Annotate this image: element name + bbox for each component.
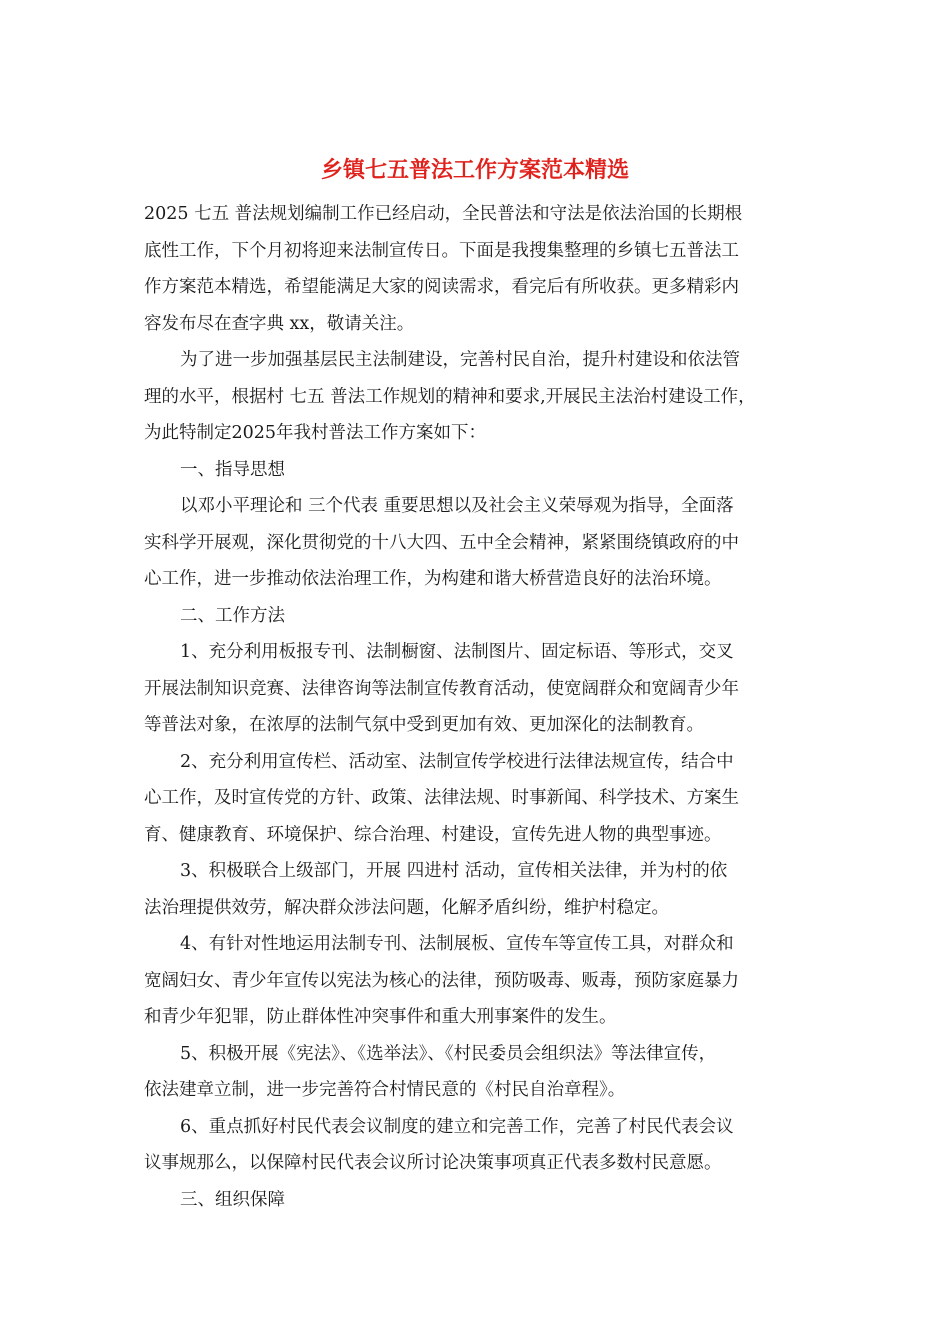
text-line: 4、有针对性地运用法制专刊、法制展板、宣传车等宣传工具，对群众和 (180, 934, 734, 954)
text-line: 以邓小平理论和 三个代表 重要思想以及社会主义荣辱观为指导，全面落 (180, 496, 734, 516)
paragraph-intro (144, 196, 816, 342)
document-body (144, 196, 816, 1218)
text-line: 三、组织保障 (180, 1189, 285, 1210)
text-line: 法治理提供效劳，解决群众涉法问题，化解矛盾纠纷，维护村稳定。 (144, 897, 669, 918)
text-line: 为此特制定2025年我村普法工作方案如下： (144, 423, 487, 443)
text-line: 开展法制知识竞赛、法律咨询等法制宣传教育活动，使宽阔群众和宽阔青少年 (144, 678, 739, 699)
text-line: 一、指导思想 (180, 459, 285, 480)
text-line: 议事规那么，以保障村民代表会议所讨论决策事项真正代表多数村民意愿。 (144, 1153, 722, 1173)
section-heading-organizational-support (144, 1182, 816, 1219)
text-line: 理的水平，根据村 七五 普法工作规划的精神和要求,开展民主法治村建设工作， (144, 386, 756, 407)
text-line: 5、积极开展《宪法》、《选举法》、《村民委员会组织法》等法律宣传， (180, 1043, 717, 1064)
document-title: 乡镇七五普法工作方案范本精选 (320, 157, 629, 183)
text-line: 1、充分利用板报专刊、法制橱窗、法制图片、固定标语、等形式，交叉 (180, 642, 734, 662)
text-line: 底性工作，下个月初将迎来法制宣传日。下面是我搜集整理的乡镇七五普法工 (144, 240, 739, 261)
text-line: 和青少年犯罪，防止群体性冲突事件和重大刑事案件的发生。 (144, 1007, 617, 1027)
paragraph-guiding-ideology (144, 488, 816, 598)
paragraph-method-4 (144, 926, 816, 1036)
text-line: 容发布尽在查字典 xx，敬请关注。 (144, 313, 415, 334)
paragraph-method-1 (144, 634, 816, 744)
paragraph-purpose (144, 342, 816, 452)
text-line: 心工作，进一步推动依法治理工作，为构建和谐大桥营造良好的法治环境。 (144, 569, 722, 589)
text-line: 2、充分利用宣传栏、活动室、法制宣传学校进行法律法规宣传，结合中 (180, 751, 734, 772)
text-line: 二、工作方法 (180, 605, 285, 626)
paragraph-method-3 (144, 853, 816, 926)
text-line: 等普法对象，在浓厚的法制气氛中受到更加有效、更加深化的法制教育。 (144, 715, 704, 735)
paragraph-method-6 (144, 1109, 816, 1182)
text-line: 6、重点抓好村民代表会议制度的建立和完善工作，完善了村民代表会议 (180, 1116, 734, 1137)
text-line: 为了进一步加强基层民主法制建设，完善村民自治，提升村建设和依法管 (180, 350, 740, 370)
text-line: 2025 七五 普法规划编制工作已经启动，全民普法和守法是依法治国的长期根 (144, 204, 743, 224)
text-line: 依法建章立制，进一步完善符合村情民意的《村民自治章程》。 (144, 1080, 626, 1100)
text-line: 作方案范本精选，希望能满足大家的阅读需求，看完后有所收获。更多精彩内 (144, 277, 739, 297)
section-heading-guiding-ideology (144, 452, 816, 489)
text-line: 实科学开展观，深化贯彻党的十八大四、五中全会精神，紧紧围绕镇政府的中 (144, 532, 739, 553)
text-line: 宽阔妇女、青少年宣传以宪法为核心的法律，预防吸毒、贩毒，预防家庭暴力 (144, 970, 739, 991)
text-line: 心工作，及时宣传党的方针、政策、法律法规、时事新闻、科学技术、方案生 (144, 788, 739, 808)
paragraph-method-2 (144, 744, 816, 854)
text-line: 育、健康教育、环境保护、综合治理、村建设，宣传先进人物的典型事迹。 (144, 824, 722, 845)
section-heading-work-methods (144, 598, 816, 635)
paragraph-method-5 (144, 1036, 816, 1109)
text-line: 3、积极联合上级部门，开展 四进村 活动，宣传相关法律，并为村的依 (180, 861, 728, 881)
